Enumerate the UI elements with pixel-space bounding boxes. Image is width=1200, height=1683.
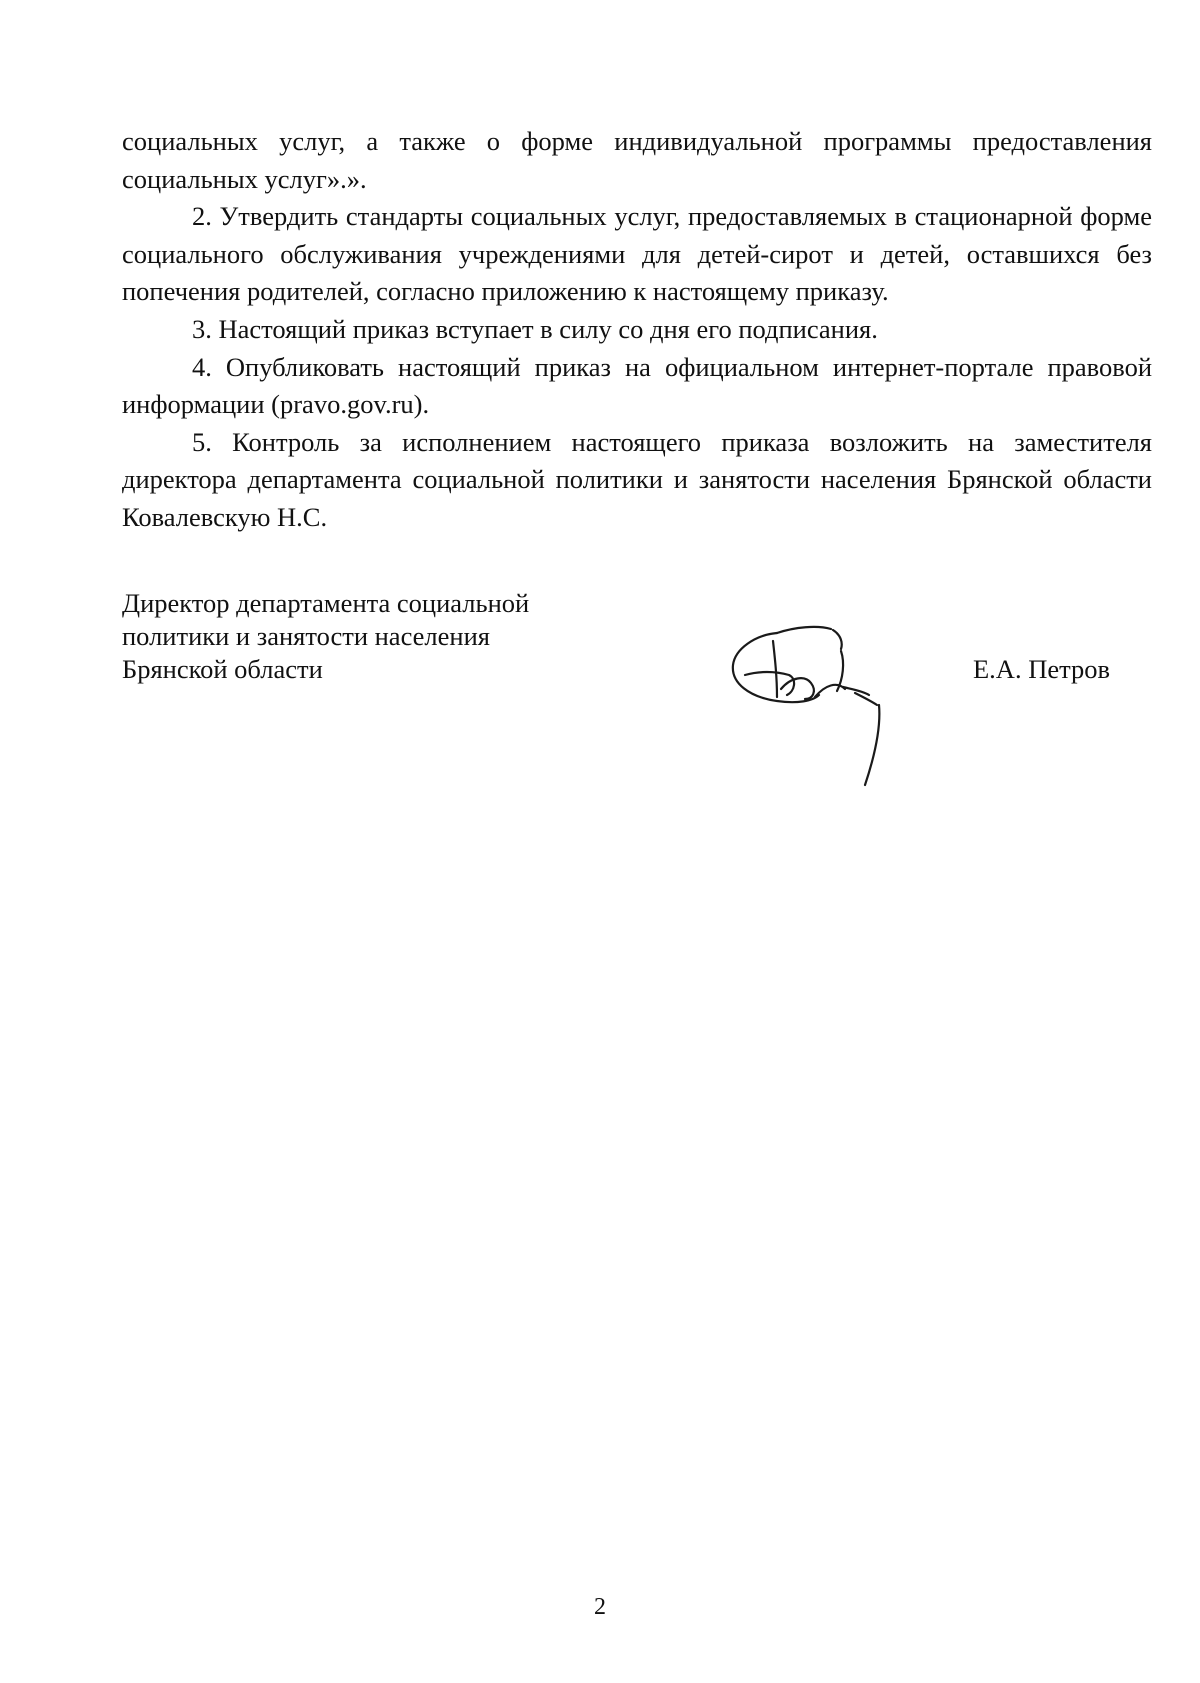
paragraph-3: 3. Настоящий приказ вступает в силу со дня его подписания.: [192, 313, 878, 344]
position-line-3: Брянской области: [122, 654, 323, 684]
page-number: 2: [594, 1594, 606, 1620]
signatory-position: [122, 587, 682, 686]
position-line-2: политики и занятости населения: [122, 621, 490, 651]
paragraph-4: 4. Опубликовать настоящий приказ на официальном интернет-портале правовой информации (pravo.gov.ru).: [122, 351, 1152, 420]
document-body: [122, 123, 1152, 537]
paragraph-2: 2. Утвердить стандарты социальных услуг, предоставляемых в стационарной форме социального обслуживания учреждениями для детей-сирот и детей, оставшихся без попечения родителей, согласно приложению к настоящему приказу.: [122, 201, 1152, 307]
paragraph-5: 5. Контроль за исполнением настоящего приказа возложить на заместителя директора департамента социальной политики и занятости населения Брянской области Ковалевскую Н.С.: [122, 426, 1152, 532]
signatory-name: Е.А. Петров: [973, 654, 1111, 684]
paragraph-1: социальных услуг, а также о форме индивидуальной программы предоставления социальных услуг».».: [122, 126, 1152, 194]
position-line-1: Директор департамента социальной: [122, 588, 530, 618]
handwritten-signature: [715, 605, 900, 795]
